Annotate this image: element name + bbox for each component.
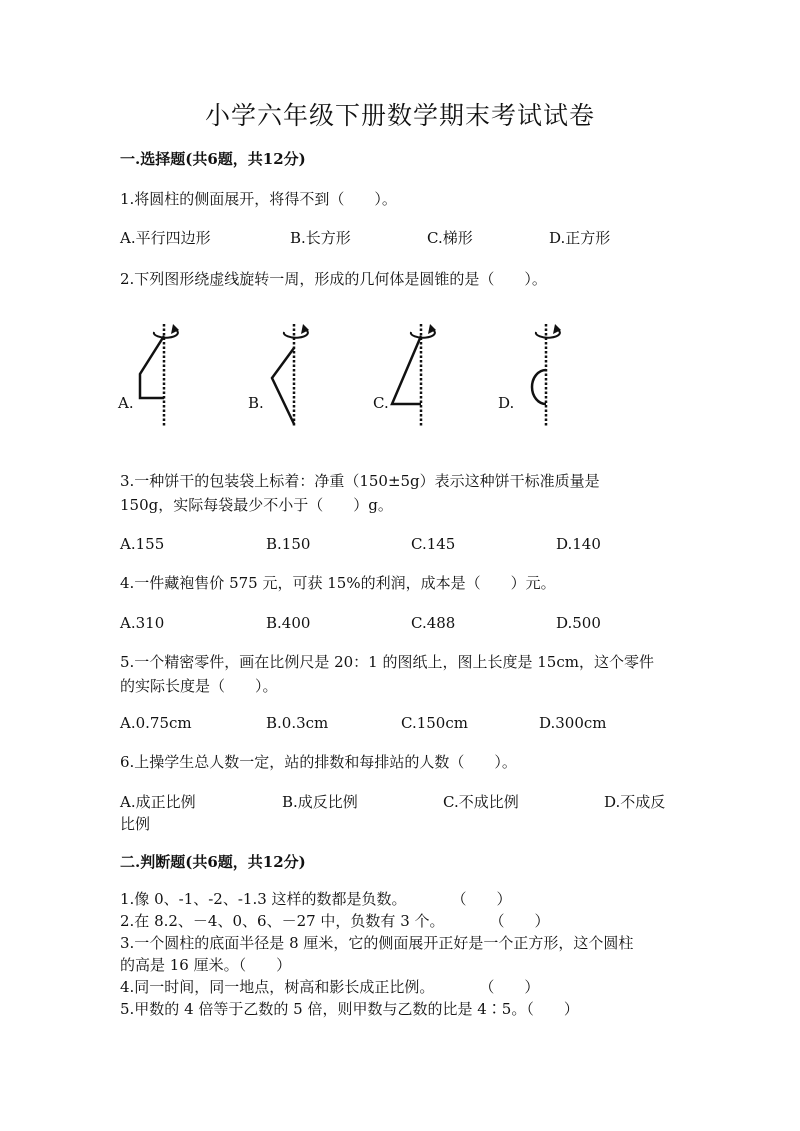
figure-a-shape xyxy=(110,318,200,438)
section1-heading: 一.选择题(共6题，共12分) xyxy=(120,150,306,168)
q4-option-b: B.400 xyxy=(266,614,311,632)
q2-option-d-label: D. xyxy=(498,394,515,412)
q1-option-d: D.正方形 xyxy=(549,229,611,247)
q1-option-a: A.平行四边形 xyxy=(120,229,211,247)
question-2-text: 2.下列图形绕虚线旋转一周，形成的几何体是圆锥的是（ ）。 xyxy=(120,270,547,288)
q6-option-c: C.不成比例 xyxy=(443,793,519,811)
q2-figure-d xyxy=(490,318,580,438)
q2-figure-a xyxy=(110,318,200,438)
q4-option-c: C.488 xyxy=(411,614,456,632)
page-title: 小学六年级下册数学期末考试试卷 xyxy=(204,101,595,130)
figure-d-shape xyxy=(490,318,580,438)
question-1-text: 1.将圆柱的侧面展开，将得不到（ ）。 xyxy=(120,190,397,208)
figure-c-shape xyxy=(365,318,455,438)
section2-heading: 二.判断题(共6题，共12分) xyxy=(120,853,306,871)
q6-option-d-wrap: 比例 xyxy=(120,815,151,833)
q2-option-c-label: C. xyxy=(373,394,389,412)
judgment-item-3-line1: 3.一个圆柱的底面半径是 8 厘米，它的侧面展开正好是一个正方形，这个圆柱 xyxy=(120,934,634,952)
question-3-text-line2: 150g，实际每袋最少不小于（ ）g。 xyxy=(120,496,393,514)
question-5-text-line1: 5.一个精密零件，画在比例尺是 20：1 的图纸上，图上长度是 15cm，这个零件 xyxy=(120,653,654,671)
q1-option-c: C.梯形 xyxy=(427,229,473,247)
q5-option-b: B.0.3cm xyxy=(266,714,329,732)
q2-figure-b xyxy=(240,318,330,438)
question-4-text: 4.一件藏袍售价 575 元，可获 15%的利润，成本是（ ）元。 xyxy=(120,574,556,592)
q5-option-c: C.150cm xyxy=(401,714,468,732)
judgment-item-2: 2.在 8.2、－4、0、6、－27 中，负数有 3 个。 （ ） xyxy=(120,912,550,930)
judgment-item-1: 1.像 0、-1、-2、-1.3 这样的数都是负数。 （ ） xyxy=(120,890,512,908)
q4-option-a: A.310 xyxy=(120,614,165,632)
q5-option-a: A.0.75cm xyxy=(120,714,192,732)
q2-option-b-label: B. xyxy=(248,394,264,412)
q3-option-b: B.150 xyxy=(266,535,311,553)
q4-option-d: D.500 xyxy=(556,614,601,632)
figure-b-shape xyxy=(240,318,330,438)
q6-option-a: A.成正比例 xyxy=(120,793,196,811)
judgment-item-4: 4.同一时间，同一地点，树高和影长成正比例。 （ ） xyxy=(120,978,540,996)
q2-figure-c xyxy=(365,318,455,438)
q6-option-b: B.成反比例 xyxy=(282,793,358,811)
q3-option-c: C.145 xyxy=(411,535,456,553)
q1-option-b: B.长方形 xyxy=(290,229,351,247)
question-5-text-line2: 的实际长度是（ ）。 xyxy=(120,677,278,695)
q3-option-d: D.140 xyxy=(556,535,601,553)
judgment-item-5: 5.甲数的 4 倍等于乙数的 5 倍，则甲数与乙数的比是 4∶5。（ ） xyxy=(120,1000,579,1018)
question-6-text: 6.上操学生总人数一定，站的排数和每排站的人数（ ）。 xyxy=(120,753,517,771)
q6-option-d: D.不成反 xyxy=(604,793,666,811)
q2-option-a-label: A. xyxy=(118,394,134,412)
question-3-text-line1: 3.一种饼干的包装袋上标着：净重（150±5g）表示这种饼干标准质量是 xyxy=(120,472,600,490)
q3-option-a: A.155 xyxy=(120,535,165,553)
q5-option-d: D.300cm xyxy=(539,714,607,732)
q2-figures xyxy=(110,318,630,438)
judgment-item-3-line2: 的高是 16 厘米。（ ） xyxy=(120,956,292,974)
